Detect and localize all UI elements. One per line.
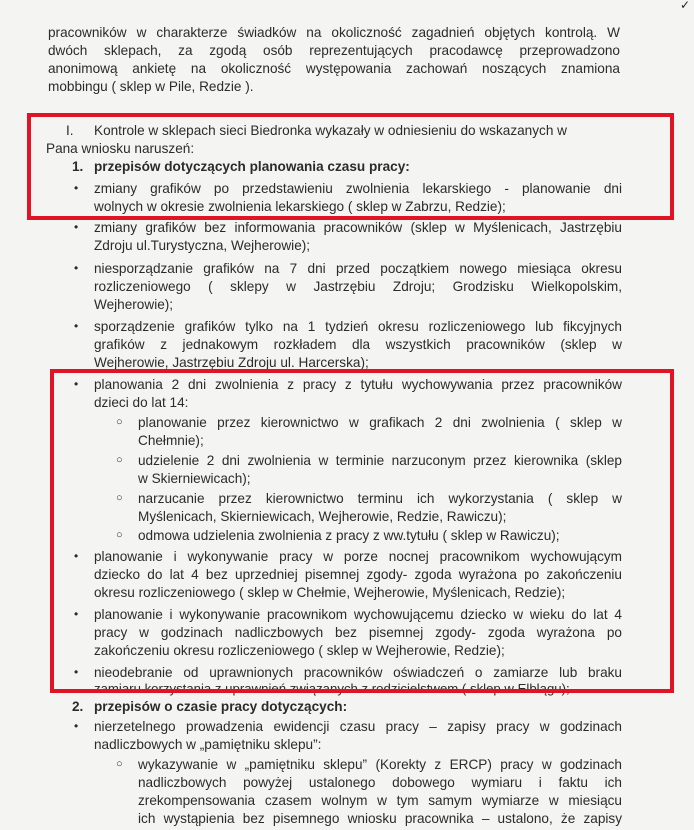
bullet-line: zamiaru korzystania z uprawnień związanych z rodzicielstwem ( sklep w Elblągu); xyxy=(94,681,570,696)
bullet-line: planowania 2 dni zwolnienia z pracy z tytułu wychowywania przez pracowników xyxy=(94,377,622,392)
highlight-box-top xyxy=(27,113,674,220)
sub-item-line: planowanie przez kierownictwo w grafikach 2 dni zwolnienia ( sklep w xyxy=(138,415,622,430)
bullet-dot: • xyxy=(74,181,79,195)
heading-number: 1. xyxy=(72,159,84,174)
sub-item-line: Myślenicach, Skierniewicach, Wejherowie, Redzie, Rawiczu); xyxy=(138,509,507,524)
bullet-line: nadliczbowych w „pamiętniku sklepu”: xyxy=(94,737,322,752)
bullet-line: dzieci do lat 14: xyxy=(94,395,189,410)
bullet-line: okresu rozliczeniowego ( sklep w Chełmie, Wejherowie, Myślenicach, Redzie); xyxy=(94,585,566,600)
bullet-dot: • xyxy=(74,665,79,679)
bullet-dot: • xyxy=(74,549,79,563)
sub-bullet-circle: ○ xyxy=(116,758,123,770)
section-heading: przepisów o czasie pracy dotyczących: xyxy=(94,699,348,714)
sub-item-line: Chełmnie); xyxy=(138,433,204,448)
sub-item-line: w Skierniewicach); xyxy=(138,471,251,486)
bullet-line: niesporządzanie grafików na 7 dni przed początkiem nowego miesiąca okresu xyxy=(94,261,622,276)
sub-item-line: ich wystąpienia bez pisemnego wniosku pracownika – ustalono, że zapisy xyxy=(138,811,622,826)
bullet-line: zakończeniu okresu rozliczeniowego ( sklep w Wejherowie, Redzie); xyxy=(94,643,505,658)
sub-item-line: odmowa udzielenia zwolnienia z pracy z ww.tytułu ( sklep w Rawiczu); xyxy=(138,528,560,543)
bullet-line: zmiany grafików po przedstawieniu zwolnienia lekarskiego - planowanie dni xyxy=(94,181,622,196)
bullet-line: rozliczeniowego ( sklepy w Jastrzębiu Zdroju; Grodzisku Wielkopolskim, xyxy=(94,279,622,294)
section-numeral: I. xyxy=(66,123,74,138)
bullet-line: pracy w godzinach nadliczbowych bez pisemnej zgody- zgoda wyrażona po xyxy=(94,625,622,640)
bullet-line: zmiany grafików bez informowania pracowników (sklep w Myślenicach, Jastrzębiu xyxy=(94,220,622,235)
paragraph-line: anonimową ankietę na okoliczność występowania zachowań noszących znamiona xyxy=(48,61,620,76)
bullet-dot: • xyxy=(74,261,79,275)
bullet-dot: • xyxy=(74,319,79,333)
bullet-dot: • xyxy=(74,607,79,621)
bullet-line: nierzetelnego prowadzenia ewidencji czasu pracy – zapisy pracy w godzinach xyxy=(94,719,622,734)
section-heading: przepisów dotyczących planowania czasu pracy: xyxy=(94,159,410,174)
sub-bullet-circle: ○ xyxy=(116,529,123,541)
section-intro-line: Pana wniosku naruszeń: xyxy=(46,141,195,156)
bullet-line: planowanie i wykonywanie pracownikom wychowującemu dziecko w wieku do lat 4 xyxy=(94,607,622,622)
highlight-box-middle xyxy=(50,369,674,693)
sub-item-line: nadliczbowych powyżej ustalonego dobowego wymiaru i faktu ich xyxy=(138,775,622,790)
bullet-line: dziecko do lat 4 bez uprzedniej pisemnej zgody- zgoda wyrażona po zakończeniu xyxy=(94,567,622,582)
sub-bullet-circle: ○ xyxy=(116,416,123,428)
bullet-line: wolnych w okresie zwolnienia lekarskiego ( sklep w Zabrzu, Redzie); xyxy=(94,199,506,214)
bullet-dot: • xyxy=(74,719,79,733)
paragraph-line: dwóch sklepach, za zgodą osób reprezentujących pracodawcę przeprowadzono xyxy=(48,43,620,58)
bullet-dot: • xyxy=(74,220,79,234)
sub-item-line: narzucanie przez kierownictwo terminu ich wykorzystania ( sklep w xyxy=(138,491,622,506)
bullet-line: sporządzenie grafików tylko na 1 tydzień okresu rozliczeniowego lub fikcyjnych xyxy=(94,319,622,334)
bullet-line: Zdroju ul.Turystyczna, Wejherowie); xyxy=(94,238,311,253)
bullet-line: Wejherowie); xyxy=(94,297,174,312)
bullet-line: Wejherowie, Jastrzębiu Zdroju ul. Harcerska); xyxy=(94,355,369,370)
section-intro-line: Kontrole w sklepach sieci Biedronka wykazały w odniesieniu do wskazanych w xyxy=(94,123,567,138)
paragraph-line: mobbingu ( sklep w Pile, Redzie ). xyxy=(48,79,254,94)
heading-number: 2. xyxy=(72,699,84,714)
corner-check-mark: ✓ xyxy=(680,0,691,12)
sub-item-line: udzielenie 2 dni zwolnienia w terminie narzuconym przez kierownika (sklep xyxy=(138,453,622,468)
sub-bullet-circle: ○ xyxy=(116,492,123,504)
sub-bullet-circle: ○ xyxy=(116,454,123,466)
bullet-line: nieodebranie od uprawnionych pracowników oświadczeń o zamiarze lub braku xyxy=(94,665,622,680)
bullet-dot: • xyxy=(74,377,79,391)
bullet-line: planowanie i wykonywanie pracy w porze nocnej pracownikom wychowującym xyxy=(94,549,622,564)
bullet-line: grafików z jednakowym rozkładem dla wszystkich pracowników (sklep w xyxy=(94,337,622,352)
sub-item-line: wykazywanie w „pamiętniku sklepu” (Korekty z ERCP) pracy w godzinach xyxy=(138,757,622,772)
sub-item-line: zrekompensowania czasem wolnym w tym samym wymiarze w miesiącu xyxy=(138,793,622,808)
paragraph-line: pracowników w charakterze świadków na okoliczność zagadnień objętych kontrolą. W xyxy=(48,25,620,40)
